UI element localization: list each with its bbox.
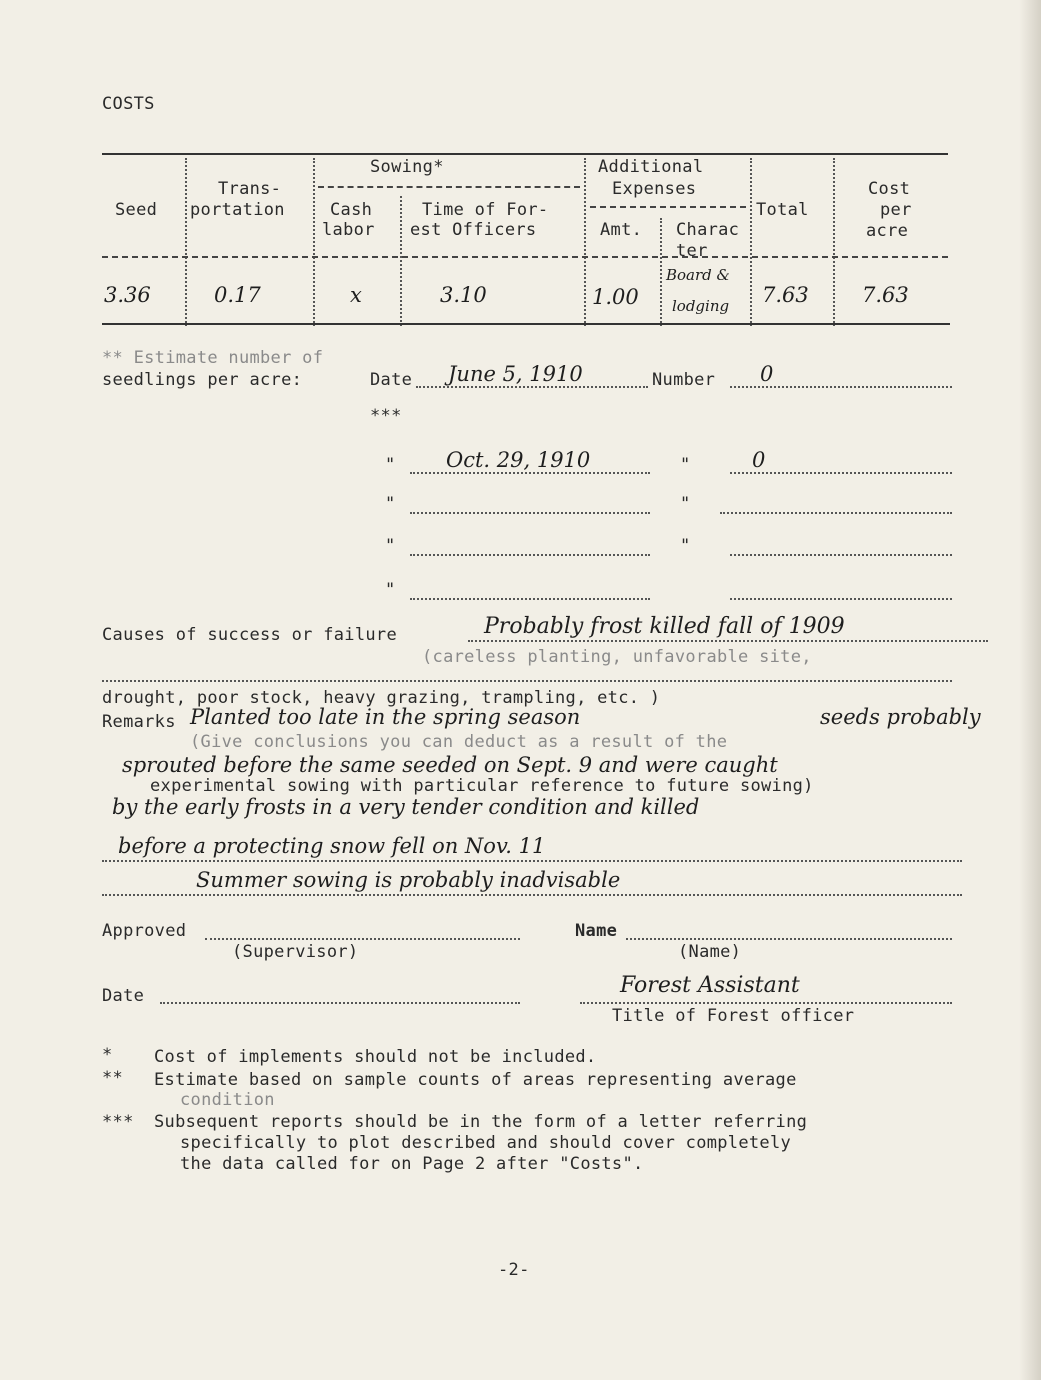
col-cost-1: Cost [868,179,911,199]
col-cost-2: per [880,200,912,220]
date-label-bottom: Date [102,986,145,1006]
title-line [580,1002,952,1004]
ditto-number-3: " [680,494,691,514]
ditto-date-4: " [385,536,396,556]
causes-hint-2: drought, poor stock, heavy grazing, trampling, etc. ) [102,688,661,708]
number-value-2: 0 [752,448,766,472]
col-sep-1 [185,158,187,326]
ditto-date-2: " [385,455,396,475]
causes-line [468,640,988,642]
col-time-2: est Officers [410,220,537,240]
date-line-3 [410,512,650,514]
col-transportation-1: Trans- [218,179,282,199]
number-line-5 [730,598,952,600]
number-line-4 [730,554,952,556]
cell-amt: 1.00 [592,285,639,309]
remarks-value-5: Summer sowing is probably inadvisable [196,868,621,892]
remarks-value-4: before a protecting snow fell on Nov. 11 [118,834,546,858]
col-sep-4 [584,158,586,326]
col-character-2: ter [676,241,708,261]
causes-value: Probably frost killed fall of 1909 [484,614,845,639]
cell-total: 7.63 [762,283,809,307]
remarks-value-3: by the early frosts in a very tender condition and killed [112,795,700,819]
col-cash-2: labor [322,220,375,240]
section-title: COSTS [102,94,155,114]
remarks-line-5 [102,894,962,896]
date-label: Date [370,370,413,390]
number-value-1: 0 [760,362,774,386]
approved-label: Approved [102,921,187,941]
causes-label: Causes of success or failure [102,625,397,645]
col-transportation-2: portation [190,200,285,220]
footnote-1-mark: * [102,1045,113,1065]
cell-cost: 7.63 [862,283,909,307]
page-number: -2- [498,1260,530,1280]
remarks-hint-2: experimental sowing with particular reference to future sowing) [150,776,814,796]
col-time-1: Time of For- [422,200,549,220]
paper-edge-shadow [1019,0,1041,1380]
number-line-3 [720,512,952,514]
additional-subrule [590,206,746,208]
footnote-1-text: Cost of implements should not be included. [154,1047,597,1067]
number-label: Number [652,370,716,390]
footnote-2-text-2: condition [180,1090,275,1110]
cell-transportation: 0.17 [214,283,261,307]
name-line [626,938,952,940]
footnote-3-text-1: Subsequent reports should be in the form of a letter referring [154,1112,808,1132]
ditto-number-4: " [680,536,691,556]
col-character-1: Charac [676,220,740,240]
col-amt: Amt. [600,220,643,240]
col-cost-3: acre [866,221,909,241]
remarks-line-4 [102,860,962,862]
col-sep-6 [750,158,752,326]
date-line-5 [410,598,650,600]
table-bottom-rule [102,323,950,325]
cell-cash: x [350,283,362,307]
header-bottom-rule [102,256,948,258]
cell-character-2: lodging [672,297,730,315]
date-line-4 [410,554,650,556]
col-seed: Seed [115,200,158,220]
footnote-2-text-1: Estimate based on sample counts of areas representing average [154,1070,797,1090]
approved-line [205,938,520,940]
date-value-2: Oct. 29, 1910 [446,448,591,472]
table-top-rule [102,153,948,155]
cell-character-1: Board & [666,266,730,284]
cell-seed: 3.36 [104,283,151,307]
col-cash-1: Cash [330,200,373,220]
remarks-value-2: sprouted before the same seeded on Sept. 9 and were caught [122,753,778,777]
footnote-3-text-3: the data called for on Page 2 after "Costs". [180,1154,644,1174]
col-sep-5 [660,218,662,326]
col-sep-3 [400,196,402,326]
seedlings-label-1: ** Estimate number of [102,348,324,368]
ditto-date-3: " [385,494,396,514]
stars-mark: *** [370,406,402,426]
date-line-1 [416,386,648,388]
number-line-1 [730,386,952,388]
title-caption: Title of Forest officer [612,1006,855,1026]
causes-hint-1: (careless planting, unfavorable site, [422,647,812,667]
remarks-hint-1: (Give conclusions you can deduct as a result of the [190,732,728,752]
name-caption: (Name) [678,942,742,962]
col-sowing: Sowing* [370,157,444,177]
col-sep-2 [313,158,315,326]
ditto-date-5: " [385,580,396,600]
date-line-bottom [160,1002,520,1004]
seedlings-label-2: seedlings per acre: [102,370,303,390]
sowing-subrule [318,186,580,188]
ditto-number-2: " [680,455,691,475]
remarks-label: Remarks [102,712,176,732]
remarks-value-1: Planted too late in the spring season [190,705,581,729]
cell-time: 3.10 [440,283,487,307]
remarks-value-1b: seeds probably [820,705,981,729]
title-value: Forest Assistant [620,973,800,998]
number-line-2 [730,472,952,474]
footnote-2-mark: ** [102,1068,124,1088]
name-label: Name [575,921,618,941]
col-total: Total [756,200,809,220]
supervisor-caption: (Supervisor) [232,942,359,962]
causes-line-2 [102,680,952,682]
col-additional-1: Additional [598,157,704,177]
col-sep-7 [833,158,835,326]
date-value-1: June 5, 1910 [448,362,583,386]
col-additional-2: Expenses [612,179,697,199]
footnote-3-text-2: specifically to plot described and should cover completely [180,1133,792,1153]
date-line-2 [410,472,650,474]
footnote-3-mark: *** [102,1112,134,1132]
